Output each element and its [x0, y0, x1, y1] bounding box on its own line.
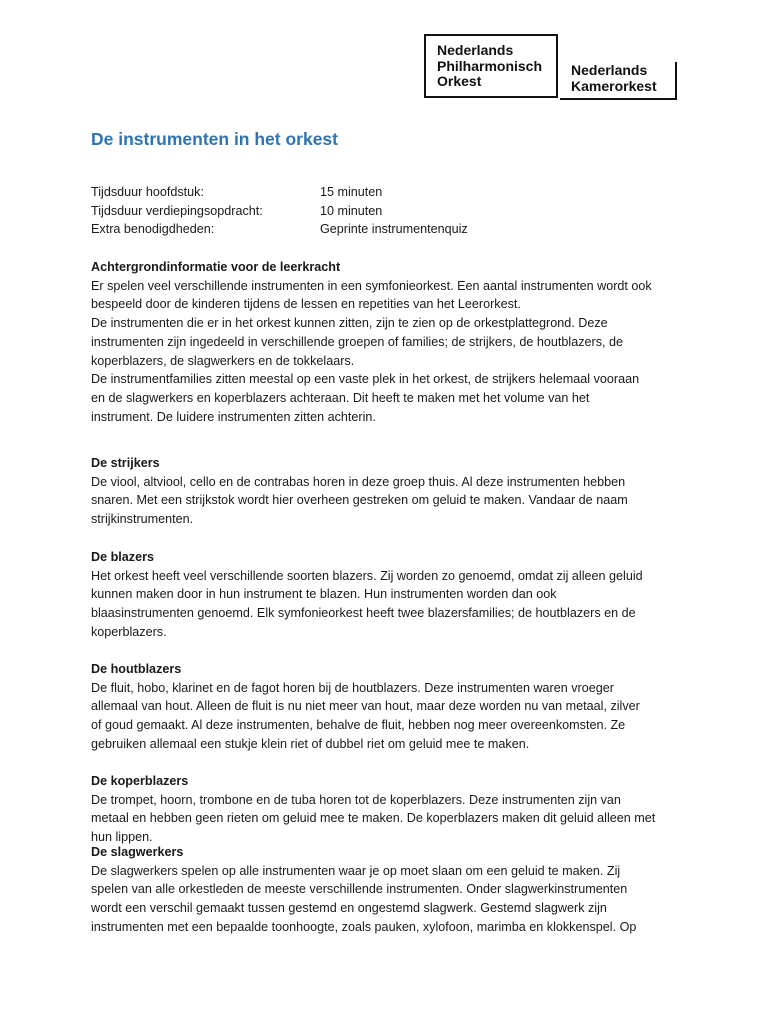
- meta-label: Tijdsduur verdiepingsopdracht:: [91, 203, 263, 218]
- logo-chamber: [560, 62, 677, 100]
- section-woodwinds: [91, 660, 691, 754]
- meta-label: Extra benodigdheden:: [91, 222, 215, 237]
- logo-line: Orkest: [437, 73, 482, 89]
- meta-row: [91, 183, 468, 202]
- paragraph-line: allemaal van hout. Alleen de fluit is nu niet meer van hout, maar deze worden nu van metaal, zilver: [91, 699, 640, 714]
- paragraph-line: metaal en hebben geen rieten om geluid mee te maken. De koperblazers maken dit geluid alleen met: [91, 811, 656, 826]
- paragraph-line: De trompet, hoorn, trombone en de tuba horen tot de koperblazers. Deze instrumenten zijn van: [91, 792, 621, 807]
- paragraph-line: De viool, altviool, cello en de contrabas horen in deze groep thuis. Al deze instrumenten hebben: [91, 474, 626, 489]
- section-background-info: [91, 258, 691, 426]
- meta-value: 10 minuten: [320, 203, 383, 218]
- paragraph-line: kunnen maken door in hun instrument te blazen. Hun instrumenten worden dan ook: [91, 587, 557, 602]
- paragraph-line: instrumenten met een bepaalde toonhoogte, zoals pauken, xylofoon, marimba en klokkenspel. Op: [91, 919, 637, 934]
- logo-line: Kamerorkest: [571, 78, 657, 94]
- paragraph-line: spelen van alle orkestleden de meeste verschillende instrumenten. Onder slagwerkinstrumenten: [91, 882, 628, 897]
- section-title: De slagwerkers: [91, 845, 184, 859]
- section-title: De strijkers: [91, 456, 160, 470]
- section-strings: [91, 454, 691, 529]
- paragraph-line: hun lippen.: [91, 830, 153, 845]
- paragraph-line: snaren. Met een strijkstok wordt hier overheen gestreken om geluid te maken. Vandaar de naam: [91, 493, 628, 508]
- section-title: De houtblazers: [91, 662, 182, 676]
- paragraph-line: en de slagwerkers en koperblazers achteraan. Dit heeft te maken met het volume van het: [91, 390, 590, 405]
- paragraph-line: instrument. De luidere instrumenten zitten achterin.: [91, 409, 376, 424]
- paragraph-line: De instrumentfamilies zitten meestal op een vaste plek in het orkest, de strijkers helemaal vooraan: [91, 372, 640, 387]
- section-title: De koperblazers: [91, 774, 189, 788]
- paragraph-line: koperblazers.: [91, 624, 167, 639]
- paragraph-line: blaasinstrumenten genoemd. Elk symfonieorkest heeft twee blazersfamilies; de houtblazers en de: [91, 606, 636, 621]
- section-winds: [91, 548, 691, 642]
- paragraph-line: gebruiken allemaal een stukje klein riet of dubbel riet om geluid mee te maken.: [91, 736, 530, 751]
- paragraph-line: bespeeld door de kinderen tijdens de lessen en repetities van het Leerorkest.: [91, 297, 521, 312]
- paragraph-line: Er spelen veel verschillende instrumenten in een symfonieorkest. Een aantal instrumenten wordt ook: [91, 278, 652, 293]
- section-title: Achtergrondinformatie voor de leerkracht: [91, 260, 341, 274]
- meta-row: [91, 202, 468, 221]
- paragraph-line: of goud gemaakt. Al deze instrumenten, behalve de fluit, hebben nog meer overeenkomsten. Ze: [91, 718, 626, 733]
- paragraph-line: De fluit, hobo, klarinet en de fagot horen bij de houtblazers. Deze instrumenten waren vroeger: [91, 680, 614, 695]
- document-title: De instrumenten in het orkest: [91, 129, 338, 149]
- meta-value: 15 minuten: [320, 185, 383, 199]
- logo-philharmonic: [424, 34, 558, 98]
- paragraph-line: wordt een verschil gemaakt tussen gestemd en ongestemd slagwerk. Gestemd slagwerk zijn: [91, 901, 607, 916]
- paragraph-line: De instrumenten die er in het orkest kunnen zitten, zijn te zien op de orkestplattegrond. Deze: [91, 316, 608, 331]
- paragraph-line: koperblazers, de slagwerkers en de tokkelaars.: [91, 353, 355, 368]
- lesson-meta: [91, 183, 468, 239]
- section-brass: [91, 772, 691, 847]
- section-title: De blazers: [91, 550, 154, 564]
- section-percussion: [91, 843, 691, 937]
- paragraph-line: instrumenten zijn ingedeeld in verschillende groepen of families; de strijkers, de houtblazers, de: [91, 334, 624, 349]
- meta-value: Geprinte instrumentenquiz: [320, 222, 468, 237]
- logo-line: Nederlands: [571, 62, 648, 78]
- logo-line: Philharmonisch: [437, 57, 543, 74]
- meta-label: Tijdsduur hoofdstuk:: [91, 185, 204, 199]
- logo-line: Nederlands: [437, 42, 514, 58]
- paragraph-line: Het orkest heeft veel verschillende soorten blazers. Zij worden zo genoemd, omdat zij alleen geluid: [91, 568, 643, 583]
- meta-row: [91, 220, 468, 239]
- paragraph-line: De slagwerkers spelen op alle instrumenten waar je op moet slaan om een geluid te maken. Zij: [91, 863, 621, 878]
- paragraph-line: strijkinstrumenten.: [91, 512, 194, 527]
